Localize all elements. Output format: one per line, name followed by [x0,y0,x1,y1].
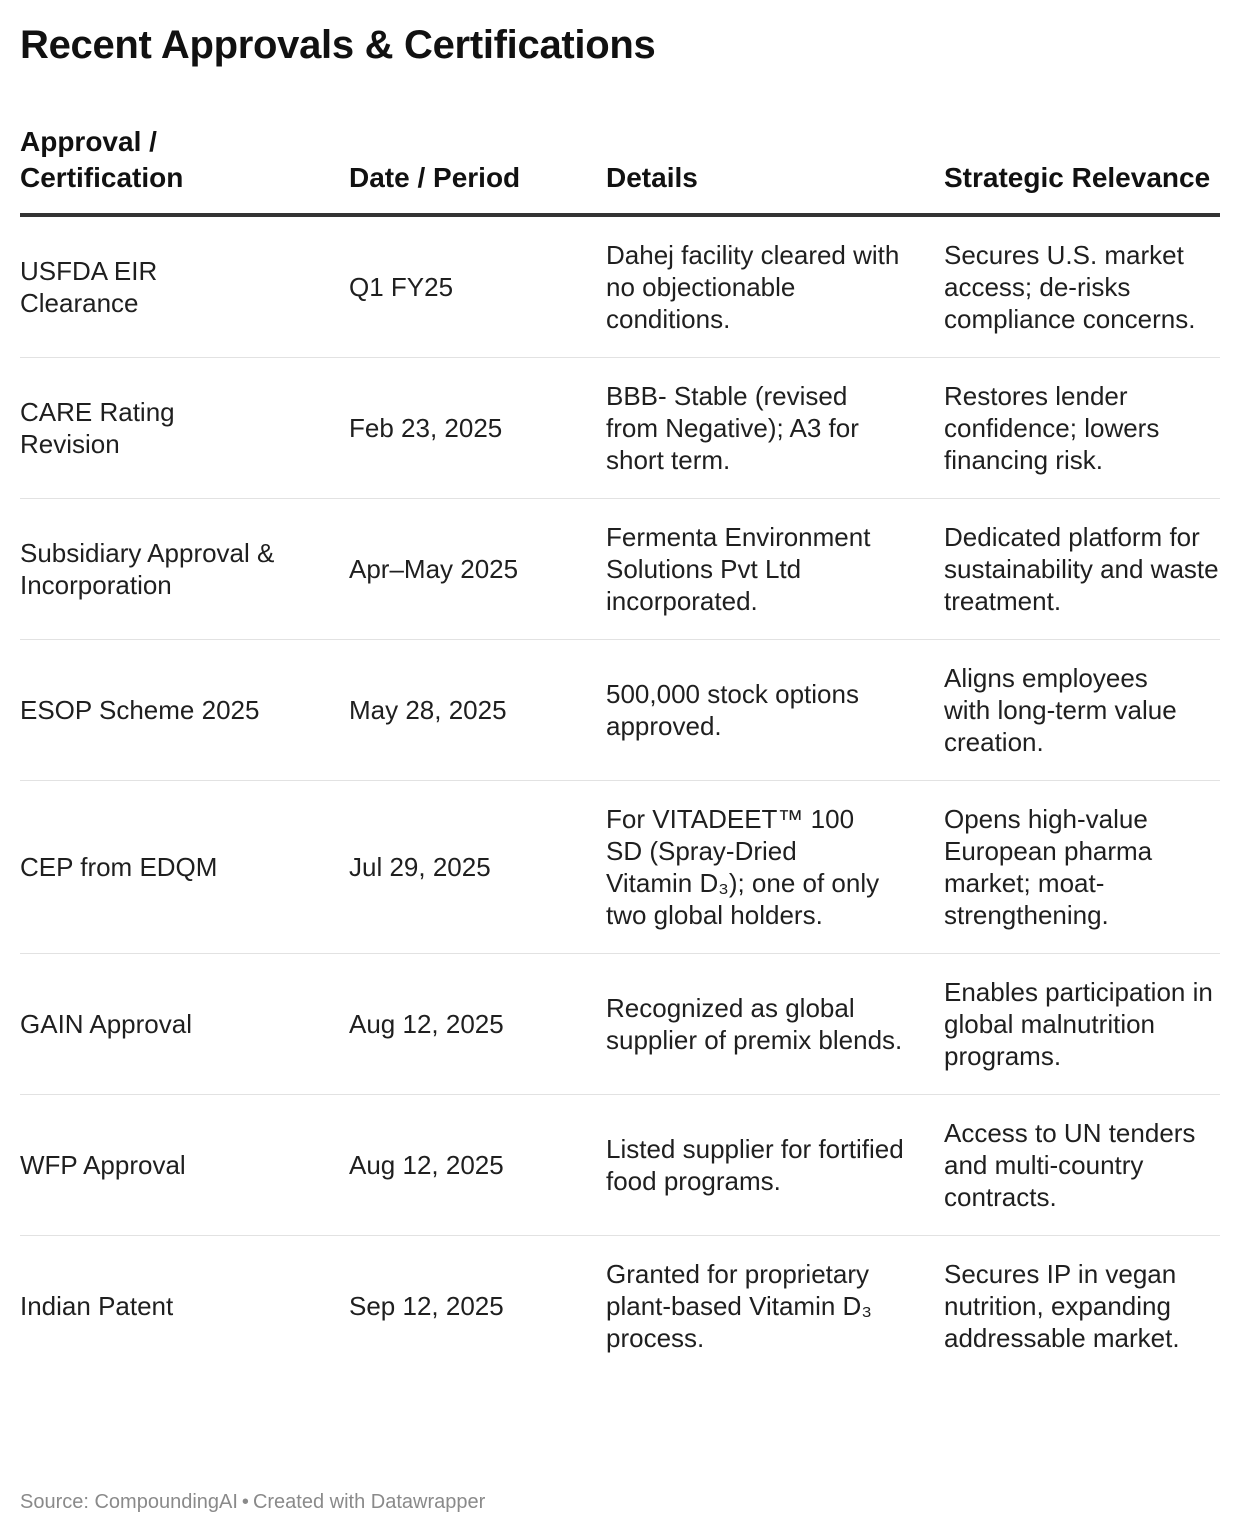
source-footer [20,1491,485,1514]
table-row [20,954,1220,1095]
cell-approval: CARE Rating Revision [20,358,349,499]
approvals-table [20,124,1220,1376]
cell-relevance: Restores lender confidence; lowers financing risk. [944,358,1220,499]
table-row [20,781,1220,954]
cell-details: BBB- Stable (revised from Negative); A3 for short term. [606,358,944,499]
cell-date: Q1 FY25 [349,215,606,358]
page-title: Recent Approvals & Certifications [20,23,656,67]
cell-relevance: Secures IP in vegan nutrition, expanding addressable market. [944,1259,1180,1353]
cell-details: 500,000 stock options approved. [606,640,944,781]
cell-approval: WFP Approval [20,1095,349,1236]
table-body [20,215,1220,1376]
cell-approval: Subsidiary Approval & Incorporation [20,499,349,640]
cell-details: Granted for proprietary plant-based Vitamin D₃ process. [606,1259,872,1353]
cell-date: Aug 12, 2025 [349,1095,606,1236]
cell-approval: GAIN Approval [20,954,349,1095]
cell-relevance: Opens high-value European pharma market; moat-strengthening. [944,781,1220,954]
cell-relevance: Access to UN tenders and multi-country contracts. [944,1095,1220,1236]
source-text: Source: CompoundingAI [20,1491,238,1513]
cell-relevance: Enables participation in global malnutrition programs. [944,954,1220,1095]
cell-date: Apr–May 2025 [349,499,606,640]
cell-approval: USFDA EIR Clearance [20,215,349,358]
table-header [20,124,1220,215]
table-row [20,215,1220,358]
cell-approval: CEP from EDQM [20,781,349,954]
header-relevance: Strategic Relevance [944,124,1220,215]
cell-date: Feb 23, 2025 [349,358,606,499]
table-row [20,358,1220,499]
table-row [20,640,1220,781]
cell-date: May 28, 2025 [349,640,606,781]
header-details: Details [606,124,944,215]
cell-date: Jul 29, 2025 [349,781,606,954]
cell-details: Dahej facility cleared with no objectionable conditions. [606,215,944,358]
cell-date: Aug 12, 2025 [349,954,606,1095]
table-row [20,1236,1220,1377]
header-row [20,124,1220,215]
cell-details: For VITADEET™ 100 SD (Spray-Dried Vitamin D₃); one of only two global holders. [606,781,944,954]
header-date: Date / Period [349,124,606,215]
cell-date: Sep 12, 2025 [349,1291,504,1321]
table-row [20,499,1220,640]
cell-approval: ESOP Scheme 2025 [20,640,349,781]
cell-relevance: Dedicated platform for sustainability and waste treatment. [944,499,1220,640]
cell-details: Listed supplier for fortified food programs. [606,1095,944,1236]
credit-text: Created with Datawrapper [252,1491,486,1513]
footer-separator: • [241,1491,249,1513]
cell-approval: Indian Patent [20,1291,174,1321]
cell-relevance: Secures U.S. market access; de-risks compliance concerns. [944,215,1220,358]
header-approval: Approval / Certification [20,124,349,215]
cell-details: Fermenta Environment Solutions Pvt Ltd incorporated. [606,499,944,640]
table-row [20,1095,1220,1236]
cell-relevance: Aligns employees with long-term value creation. [944,640,1220,781]
cell-details: Recognized as global supplier of premix blends. [606,954,944,1095]
